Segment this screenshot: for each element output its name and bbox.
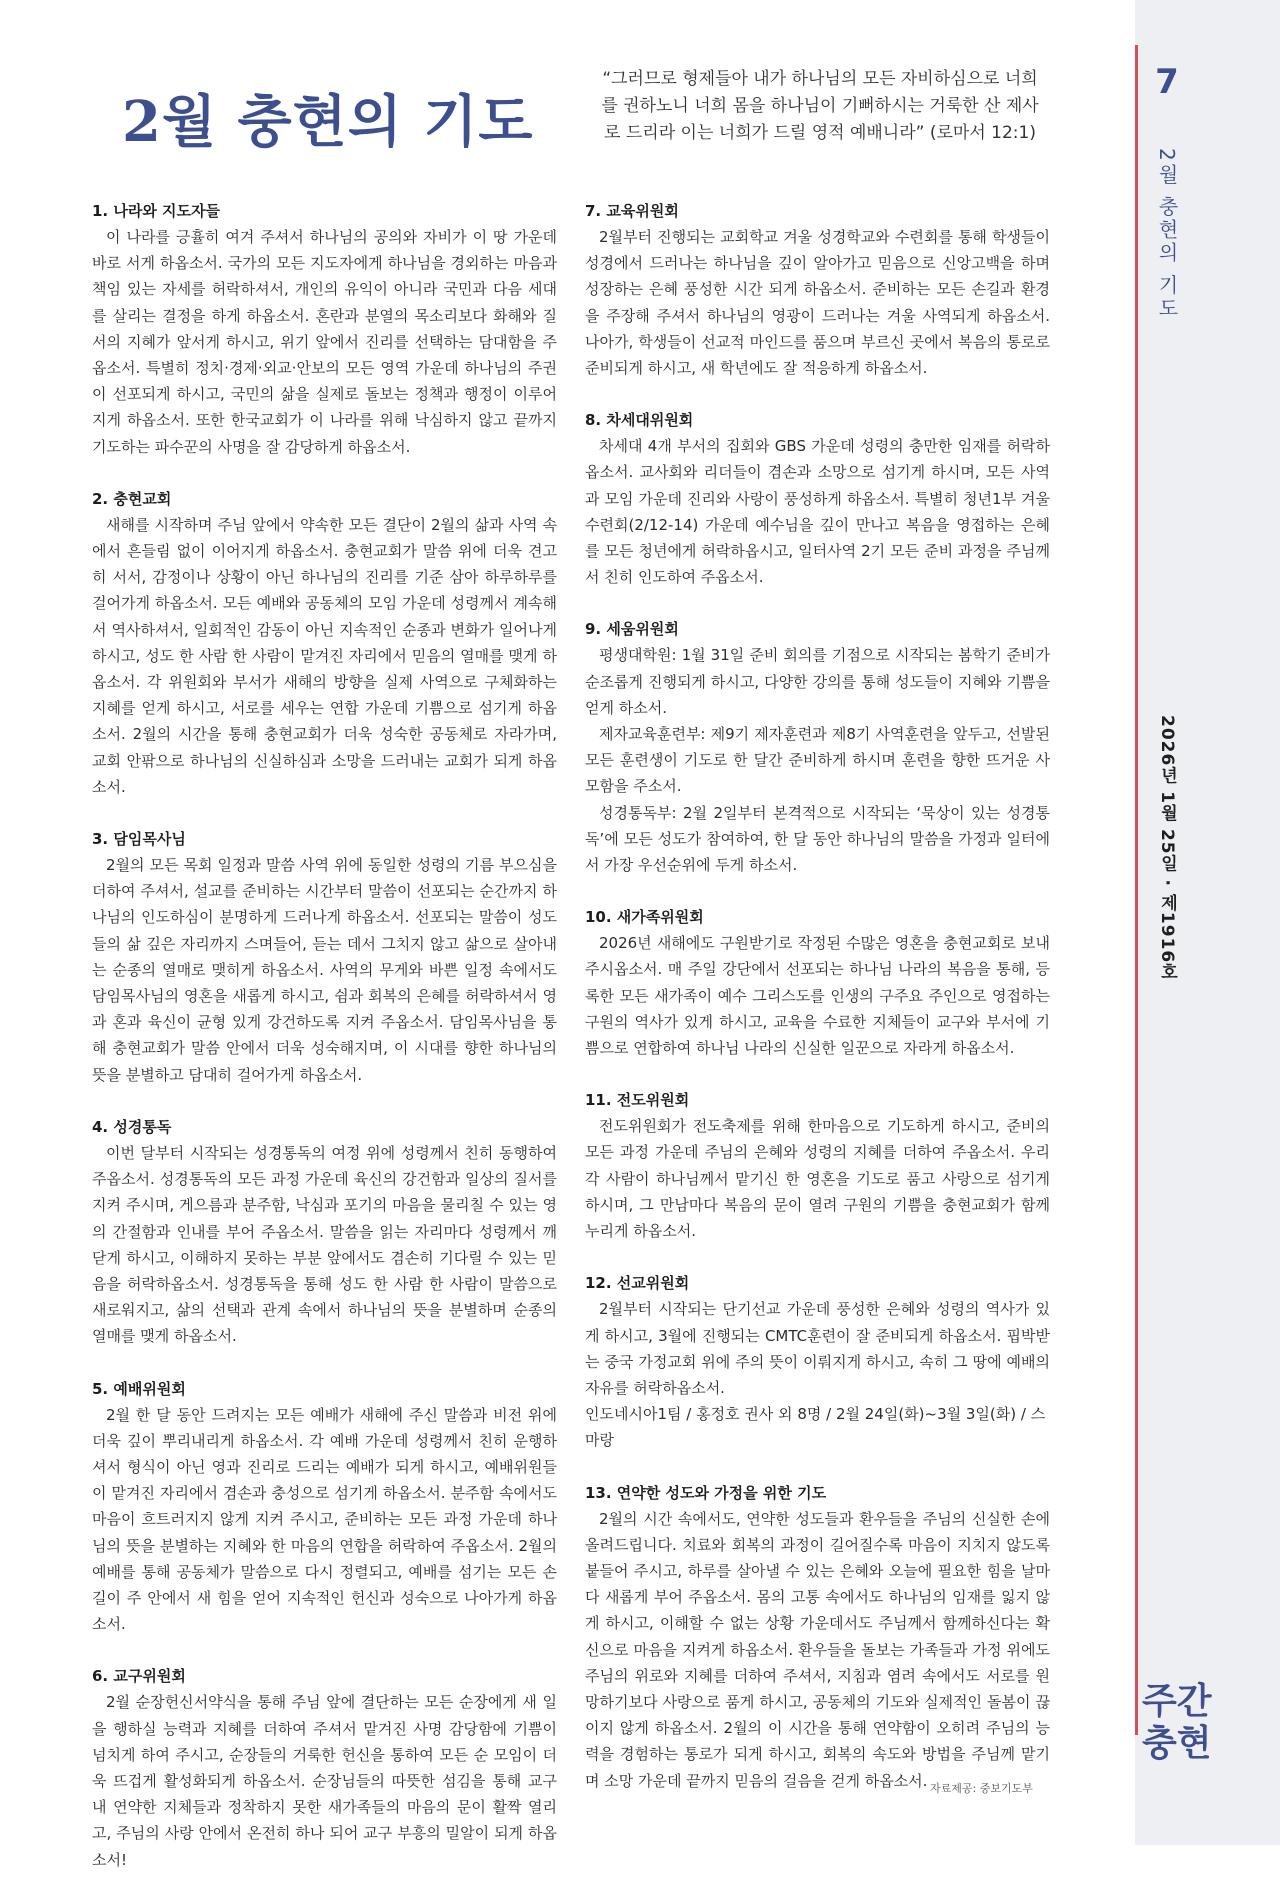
- sidebar-divider: [1135, 45, 1138, 1735]
- section-title: 10. 새가족위원회: [585, 908, 704, 927]
- section-paragraph: 전도위원회가 전도축제를 위해 한마음으로 기도하게 하시고, 준비의 모든 과정 가운데 주님의 은혜와 성령의 지혜를 더하여 주옵소서. 우리 각 사람이 하나님께서 맡기신 한 영혼을 기도로 품고 사랑으로 섬기게 하시며, 그 만남마다 복음의 문이 열려 구원의 기쁨을 충현교회가 함께 누리게 하옵소서.: [585, 1117, 1050, 1241]
- prayer-section: [585, 198, 1050, 381]
- publication-logo-line1: 주간: [1142, 1680, 1212, 1722]
- section-paragraph: 이번 달부터 시작되는 성경통독의 여정 위에 성령께서 친히 동행하여 주옵소서. 성경통독의 모든 과정 가운데 육신의 강건함과 일상의 질서를 지켜 주시며, 게으름과 분주함, 낙심과 포기의 마음을 물리칠 수 있는 영의 간절함과 인내를 부어 주옵소서. 말씀을 읽는 자리마다 성령께서 깨닫게 하시고, 이해하지 못하는 부분 앞에서도 겸손히 기다릴 수 있는 믿음을 허락하옵소서. 성경통독을 통해 성도 한 사람 한 사람이 말씀으로 새로워지고, 삶의 선택과 관계 속에서 하나님의 뜻을 분별하며 순종의 열매를 맺게 하옵소서.: [92, 1143, 557, 1346]
- section-title: 2. 충현교회: [92, 489, 172, 508]
- prayer-section: [585, 407, 1050, 590]
- prayer-section: [92, 1663, 557, 1872]
- publication-logo: [1142, 1680, 1222, 1764]
- section-paragraph: 차세대 4개 부서의 집회와 GBS 가운데 성령의 충만한 임재를 허락하옵소서. 교사회와 리더들이 겸손과 소망으로 섬기게 하시며, 모든 사역과 모임 가운데 진리와 사랑이 풍성하게 하옵소서. 특별히 청년1부 겨울수련회(2/12-14) 가운데 예수님을 깊이 만나고 복음을 영접하는 은혜를 모든 청년에게 허락하옵시고, 일터사역 2기 모든 준비 과정을 주님께서 친히 인도하여 주옵소서.: [585, 437, 1050, 587]
- section-paragraph: 이 나라를 긍휼히 여겨 주셔서 하나님의 공의와 자비가 이 땅 가운데 바로 서게 하옵소서. 국가의 모든 지도자에게 하나님을 경외하는 마음과 책임 있는 자세를 허락하셔서, 개인의 유익이 아니라 국민과 다음 세대를 살리는 결정을 하게 하옵소서. 혼란과 분열의 목소리보다 화해와 질서의 지혜가 앞서게 하시고, 위기 앞에서 진리를 선택하는 담대함을 주옵소서. 특별히 정치·경제·외교·안보의 모든 영역 가운데 하나님의 주권이 선포되게 하시고, 국민의 삶을 실제로 돌보는 정책과 행정이 이루어지게 하옵소서. 또한 한국교회가 이 나라를 위해 낙심하지 않고 끝까지 기도하는 파수꾼의 사명을 잘 감당하게 하옵소서.: [92, 228, 557, 456]
- prayer-section: [585, 1480, 1050, 1794]
- section-paragraph: 2월의 시간 속에서도, 연약한 성도들과 환우들을 주님의 신실한 손에 올려드립니다. 치료와 회복의 과정이 길어질수록 마음이 지치지 않도록 붙들어 주시고, 하루를 살아낼 수 있는 은혜와 오늘에 필요한 힘을 날마다 새롭게 부어 주옵소서. 몸의 고통 속에서도 하나님의 임재를 잃지 않게 하시고, 이해할 수 없는 상황 가운데서도 주님께서 함께하신다는 확신으로 마음을 지켜게 하옵소서. 환우들을 돌보는 가족들과 가정 위에도 주님의 위로와 지혜를 더하여 주셔서, 지침과 염려 속에서도 서로를 원망하기보다 사랑으로 품게 하시고, 공동체의 기도와 실제적인 돌봄이 끊이지 않게 하옵소서. 2월의 이 시간을 통해 연약함이 오히려 주님의 능력을 경험하는 통로가 되게 하시고, 회복의 속도와 방법을 주님께 맡기며 소망 가운데 끝까지 믿음의 걸음을 걷게 하옵소서.: [585, 1509, 1050, 1790]
- section-paragraph: 2026년 새해에도 구원받기로 작정된 수많은 영혼을 충현교회로 보내주시옵소서. 매 주일 강단에서 선포되는 하나님 나라의 복음을 통해, 등록한 모든 새가족이 예수 그리스도를 인생의 구주요 주인으로 영접하는 구원의 역사가 있게 하시고, 교육을 수료한 지체들이 교구와 부서에 기쁨으로 연합하여 하나님 나라의 신실한 일꾼으로 자라게 하옵소서.: [585, 934, 1050, 1058]
- prayer-section: [585, 616, 1050, 878]
- prayer-section: [92, 198, 557, 460]
- section-paragraph: 새해를 시작하며 주님 앞에서 약속한 모든 결단이 2월의 삶과 사역 속에서 흔들림 없이 이어지게 하옵소서. 충현교회가 말씀 위에 더욱 견고히 서서, 감정이나 상황이 아닌 하나님의 진리를 기준 삼아 하루하루를 걸어가게 하옵소서. 모든 예배와 공동체의 모임 가운데 성령께서 계속해서 역사하셔서, 일회적인 감동이 아닌 지속적인 순종과 변화가 일어나게 하시고, 성도 한 사람 한 사람이 맡겨진 자리에서 믿음의 열매를 맺게 하옵소서. 각 위원회와 부서가 새해의 방향을 실제 사역으로 구체화하는 지혜를 얻게 하시고, 서로를 세우는 연합 가운데 기쁨으로 섬기게 하옵소서. 2월의 시간을 통해 충현교회가 더욱 성숙한 공동체로 자라가며, 교회 안팎으로 하나님의 신실하심과 소망을 드러내는 교회가 되게 하옵소서.: [92, 515, 557, 796]
- prayer-section: [585, 1270, 1050, 1453]
- section-title: 1. 나라와 지도자들: [92, 202, 221, 220]
- prayer-section: [92, 1114, 557, 1350]
- section-paragraph: 2월부터 시작되는 단기선교 가운데 풍성한 은혜와 성령의 역사가 있게 하시고, 3월에 진행되는 CMTC훈련이 잘 준비되게 하옵소서. 핍박받는 중국 가정교회 위에 주의 뜻이 이뤄지게 하시고, 속히 그 땅에 예배의 자유를 허락하옵소서.: [585, 1300, 1050, 1397]
- issue-date: 2026년 1월 25일 · 제1916호: [1157, 715, 1177, 982]
- section-title: 12. 선교위원회: [585, 1274, 690, 1293]
- publication-logo-line2: 충현: [1142, 1722, 1212, 1764]
- section-paragraph: 성경통독부: 2월 2일부터 본격적으로 시작되는 ‘묵상이 있는 성경통독’에 모든 성도가 참여하여, 한 달 동안 하나님의 말씀을 가정과 일터에서 가장 우선순위에 두게 하소서.: [585, 803, 1050, 875]
- section-title: 9. 세움위원회: [585, 620, 679, 639]
- mission-team-info: 인도네시아1팀 / 홍정호 권사 외 8명 / 2월 24일(화)~3월 3일(화) / 스마랑: [585, 1405, 1046, 1450]
- prayer-section: [92, 826, 557, 1088]
- page-number: 7: [1155, 62, 1179, 102]
- section-title: 13. 연약한 성도와 가정을 위한 기도: [585, 1483, 827, 1502]
- section-paragraph: 2월의 모든 목회 일정과 말씀 사역 위에 동일한 성령의 기름 부으심을 더하여 주셔서, 설교를 준비하는 시간부터 말씀이 선포되는 순간까지 하나님의 인도하심이 분명하게 드러나게 하옵소서. 선포되는 말씀이 성도들의 삶 깊은 자리까지 스며들어, 듣는 데서 그치지 않고 삶으로 살아내는 순종의 열매로 맺히게 하옵소서. 사역의 무게와 바쁜 일정 속에서도 담임목사님의 영혼을 새롭게 하시고, 쉼과 회복의 은혜를 허락하셔서 영과 혼과 육신이 균형 있게 강건하도록 지켜 주옵소서. 담임목사님을 통해 충현교회가 말씀 안에서 더욱 성숙해지며, 이 시대를 향한 하나님의 뜻을 분별하고 담대히 걸어가게 하옵소서.: [92, 856, 557, 1084]
- section-paragraph: 2월부터 진행되는 교회학교 겨울 성경학교와 수련회를 통해 학생들이 성경에서 드러나는 하나님을 깊이 알아가고 믿음으로 신앙고백을 하며 성장하는 은혜 풍성한 시간 되게 하옵소서. 준비하는 모든 손길과 환경을 주장해 주셔서 하나님의 영광이 드러나는 겨울 사역되게 하옵소서. 나아가, 학생들이 선교적 마인드를 품으며 부르신 곳에서 복음의 통로로 준비되게 하시고, 새 학년에도 잘 적응하게 하옵소서.: [585, 228, 1050, 378]
- section-title: 11. 전도위원회: [585, 1091, 690, 1110]
- prayer-section: [92, 1376, 557, 1638]
- section-paragraph: 2월 순장헌신서약식을 통해 주님 앞에 결단하는 모든 순장에게 새 일을 행하실 능력과 지혜를 더하여 주셔서 맡겨진 사명 감당함에 기쁨이 넘치게 하여 주시고, 순장들의 거룩한 헌신을 통하여 모든 순 모임이 더욱 뜨겁게 활성화되게 하옵소서. 순장님들의 따뜻한 섬김을 통해 교구 내 연약한 지체들과 정착하지 못한 새가족들의 마음의 문이 활짝 열리고, 주님의 사랑 안에서 온전히 하나 되어 교구 부흥의 밀알이 되게 하옵소서!: [92, 1693, 557, 1869]
- section-title: 5. 예배위원회: [92, 1379, 186, 1398]
- sidebar-section-title: 2월 충현의 기도: [1155, 148, 1179, 321]
- section-paragraph: 평생대학원: 1월 31일 준비 회의를 기점으로 시작되는 봄학기 준비가 순조롭게 진행되게 하시고, 다양한 강의를 통해 성도들이 지혜와 기쁨을 얻게 하소서.: [585, 646, 1050, 717]
- prayer-section: [585, 904, 1050, 1061]
- prayer-section: [92, 486, 557, 800]
- section-paragraph: 제자교육훈련부: 제9기 제자훈련과 제8기 사역훈련을 앞두고, 선발된 모든 훈련생이 기도로 한 달간 준비하게 하시며 훈련을 향한 뜨거운 사모함을 주소서.: [585, 725, 1050, 796]
- right-column: [585, 198, 1050, 1820]
- section-paragraph: 2월 한 달 동안 드려지는 모든 예배가 새해에 주신 말씀과 비전 위에 더욱 깊이 뿌리내리게 하옵소서. 각 예배 가운데 성령께서 친히 운행하셔서 형식이 아닌 영과 진리로 드리는 예배가 되게 하시고, 예배위원들이 맡겨진 자리에서 겸손과 충성으로 섬기게 하옵소서. 분주함 속에서도 마음이 흐트러지지 않게 지켜 주시고, 준비하는 모든 과정 가운데 하나님의 뜻을 분별하는 지혜와 한 마음의 연합을 허락하여 주옵소서. 2월의 예배를 통해 공동체가 말씀으로 다시 정렬되고, 예배를 섬기는 모든 손길이 주 안에서 새 힘을 얻어 지속적인 헌신과 성숙으로 나아가게 하옵소서.: [92, 1405, 557, 1634]
- prayer-section: [585, 1087, 1050, 1244]
- left-column: [92, 198, 557, 1899]
- section-title: 8. 차세대위원회: [585, 411, 694, 430]
- source-credit: 자료제공: 중보기도부: [930, 1782, 1033, 1795]
- scripture-verse: “그러므로 형제들아 내가 하나님의 모든 자비하심으로 너희를 권하노니 너희 몸을 하나님이 기뻐하시는 거룩한 산 제사로 드리라 이는 너희가 드릴 영적 예배니라” (로마서 12:1): [601, 69, 1039, 143]
- section-title: 3. 담임목사님: [92, 830, 186, 849]
- page-title: 2월 충현의 기도: [122, 89, 534, 155]
- section-title: 7. 교육위원회: [585, 202, 679, 220]
- section-title: 4. 성경통독: [92, 1117, 172, 1136]
- section-title: 6. 교구위원회: [92, 1667, 186, 1686]
